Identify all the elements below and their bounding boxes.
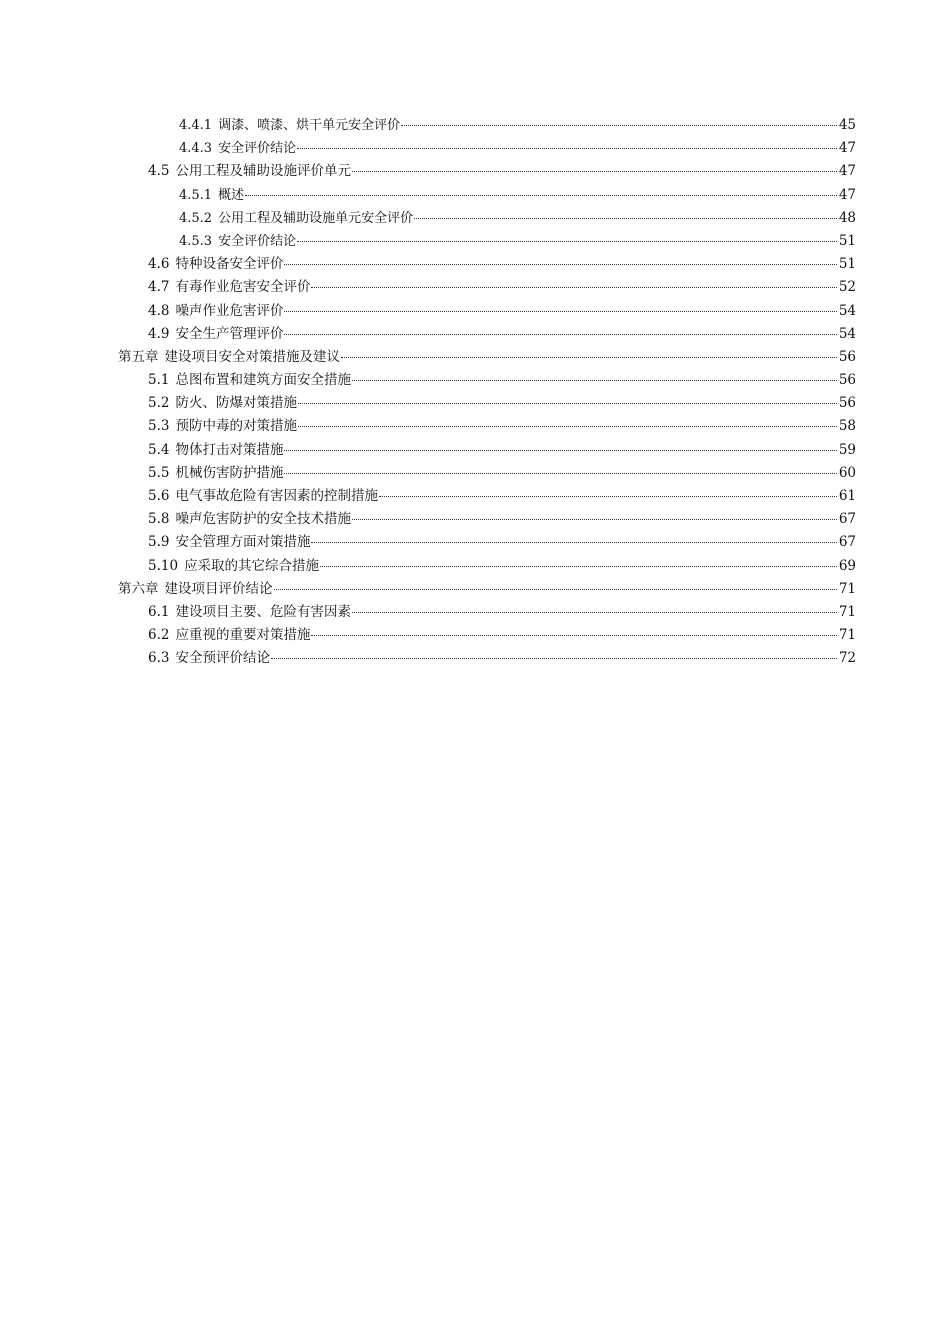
toc-entry-number: 4.7	[148, 279, 170, 296]
toc-entry-page-number: 47	[838, 140, 856, 157]
toc-entry-number: 6.3	[148, 650, 170, 667]
dot-leader	[284, 449, 836, 451]
toc-entry-title: 建设项目安全对策措施及建议	[164, 348, 340, 365]
toc-entry[interactable]	[118, 160, 856, 183]
toc-entry[interactable]	[118, 601, 856, 624]
toc-entry-page-number: 72	[838, 650, 856, 667]
toc-entry-page-number: 54	[838, 302, 856, 319]
toc-entry[interactable]	[118, 647, 856, 670]
toc-entry[interactable]	[118, 253, 856, 276]
toc-entry-number: 5.3	[148, 418, 170, 435]
dot-leader	[284, 310, 836, 312]
toc-entry[interactable]	[118, 555, 856, 578]
toc-entry-page-number: 45	[838, 117, 856, 133]
toc-entry-title: 调漆、喷漆、烘干单元安全评价	[218, 118, 401, 133]
toc-entry-title: 预防中毒的对策措施	[175, 418, 297, 435]
toc-entry-title: 概述	[218, 187, 245, 203]
dot-leader	[341, 356, 837, 358]
toc-entry-number: 4.6	[148, 256, 170, 273]
toc-entry-page-number: 51	[838, 256, 856, 273]
toc-entry[interactable]	[118, 531, 856, 554]
dot-leader	[320, 565, 837, 567]
toc-entry-number: 4.5	[148, 163, 170, 180]
toc-entry-title: 电气事故危险有害因素的控制措施	[175, 488, 378, 504]
toc-entry-page-number: 58	[838, 418, 856, 435]
toc-entry-title: 物体打击对策措施	[175, 441, 284, 458]
toc-entry-title: 安全评价结论	[218, 233, 297, 249]
dot-leader	[284, 263, 836, 265]
dot-leader	[352, 611, 837, 613]
toc-entry-number: 6.1	[148, 603, 170, 620]
toc-entry-title: 机械伤害防护措施	[175, 464, 284, 481]
dot-leader	[298, 402, 837, 404]
toc-entry-page-number: 52	[838, 279, 856, 296]
toc-entry-title: 特种设备安全评价	[175, 256, 284, 273]
toc-entry-title: 建设项目评价结论	[164, 580, 273, 597]
dot-leader	[311, 634, 836, 636]
toc-entry-page-number: 71	[838, 580, 856, 597]
toc-entry-title: 应重视的重要对策措施	[175, 627, 311, 644]
dot-leader	[245, 194, 837, 196]
toc-entry-title: 公用工程及辅助设施评价单元	[175, 163, 351, 180]
toc-entry-number: 5.5	[148, 464, 170, 481]
toc-entry-page-number: 56	[838, 372, 856, 389]
dot-leader	[284, 333, 836, 335]
toc-entry[interactable]	[118, 392, 856, 415]
toc-entry-title: 安全预评价结论	[175, 650, 270, 667]
toc-entry-number: 第六章	[118, 580, 159, 597]
toc-entry-number: 4.5.3	[179, 233, 213, 249]
toc-entry[interactable]	[118, 137, 856, 160]
toc-entry[interactable]	[118, 624, 856, 647]
toc-entry-page-number: 59	[838, 441, 856, 458]
dot-leader	[414, 217, 837, 219]
toc-entry-number: 4.5.1	[179, 187, 213, 203]
toc-entry-page-number: 56	[838, 395, 856, 412]
toc-entry-number: 4.4.3	[179, 141, 213, 157]
toc-entry[interactable]	[118, 508, 856, 531]
toc-entry-title: 建设项目主要、危险有害因素	[175, 603, 351, 620]
toc-entry-title: 应采取的其它综合措施	[184, 557, 320, 574]
dot-leader	[271, 657, 837, 659]
dot-leader	[352, 518, 837, 520]
toc-entry-page-number: 51	[838, 232, 856, 249]
toc-entry-number: 4.5.2	[179, 210, 213, 226]
toc-entry[interactable]	[118, 207, 856, 230]
toc-entry[interactable]	[118, 369, 856, 392]
dot-leader	[311, 286, 836, 288]
toc-entry[interactable]	[118, 323, 856, 346]
toc-entry-number: 5.6	[148, 488, 170, 504]
toc-entry-number: 5.10	[148, 557, 179, 574]
toc-entry-number: 5.8	[148, 511, 170, 528]
dot-leader	[298, 425, 837, 427]
toc-entry-page-number: 67	[838, 534, 856, 551]
toc-entry[interactable]	[118, 462, 856, 485]
toc-entry[interactable]	[118, 114, 856, 137]
toc-entry[interactable]	[118, 230, 856, 253]
toc-entry-number: 6.2	[148, 627, 170, 644]
toc-entry-title: 公用工程及辅助设施单元安全评价	[218, 210, 414, 226]
toc-entry-page-number: 60	[838, 464, 856, 481]
dot-leader	[352, 379, 837, 381]
toc-entry-title: 安全管理方面对策措施	[175, 534, 311, 551]
toc-entry-page-number: 48	[838, 209, 856, 226]
toc-entry-title: 安全评价结论	[218, 141, 297, 157]
toc-entry[interactable]	[118, 439, 856, 462]
toc-entry-page-number: 71	[838, 603, 856, 620]
dot-leader	[352, 170, 837, 172]
toc-entry-number: 5.4	[148, 441, 170, 458]
toc-entry-title: 总图布置和建筑方面安全措施	[175, 372, 351, 389]
toc-entry[interactable]	[118, 415, 856, 438]
toc-entry-page-number: 47	[838, 163, 856, 180]
toc-entry-page-number: 71	[838, 627, 856, 644]
dot-leader	[297, 240, 837, 242]
toc-entry[interactable]	[118, 578, 856, 601]
toc-entry-page-number: 69	[838, 557, 856, 574]
toc-entry-page-number: 47	[838, 186, 856, 203]
toc-entry-title: 噪声危害防护的安全技术措施	[175, 511, 351, 528]
toc-entry-title: 噪声作业危害评价	[175, 302, 284, 319]
dot-leader	[274, 588, 837, 590]
toc-entry-number: 5.1	[148, 372, 170, 389]
toc-entry[interactable]	[118, 300, 856, 323]
toc-entry-title: 防火、防爆对策措施	[175, 395, 297, 412]
toc-entry-number: 5.2	[148, 395, 170, 412]
toc-entry-title: 安全生产管理评价	[175, 325, 284, 342]
toc-entry-page-number: 61	[838, 488, 856, 504]
toc-entry[interactable]	[118, 485, 856, 508]
toc-entry[interactable]	[118, 276, 856, 299]
dot-leader	[311, 541, 836, 543]
dot-leader	[401, 124, 837, 126]
dot-leader	[297, 147, 837, 149]
toc-entry-page-number: 67	[838, 511, 856, 528]
toc-entry-number: 4.9	[148, 325, 170, 342]
toc-entry-number: 4.8	[148, 302, 170, 319]
toc-entry[interactable]	[118, 346, 856, 369]
toc-entry-title: 有毒作业危害安全评价	[175, 279, 311, 296]
toc-entry-page-number: 54	[838, 325, 856, 342]
toc-entry-number: 5.9	[148, 534, 170, 551]
dot-leader	[284, 472, 836, 474]
toc-entry-number: 第五章	[118, 348, 159, 365]
toc-entry-number: 4.4.1	[179, 118, 213, 133]
dot-leader	[379, 495, 837, 497]
toc-entry-page-number: 56	[838, 348, 856, 365]
toc-entry[interactable]	[118, 184, 856, 207]
table-of-contents	[118, 114, 856, 671]
